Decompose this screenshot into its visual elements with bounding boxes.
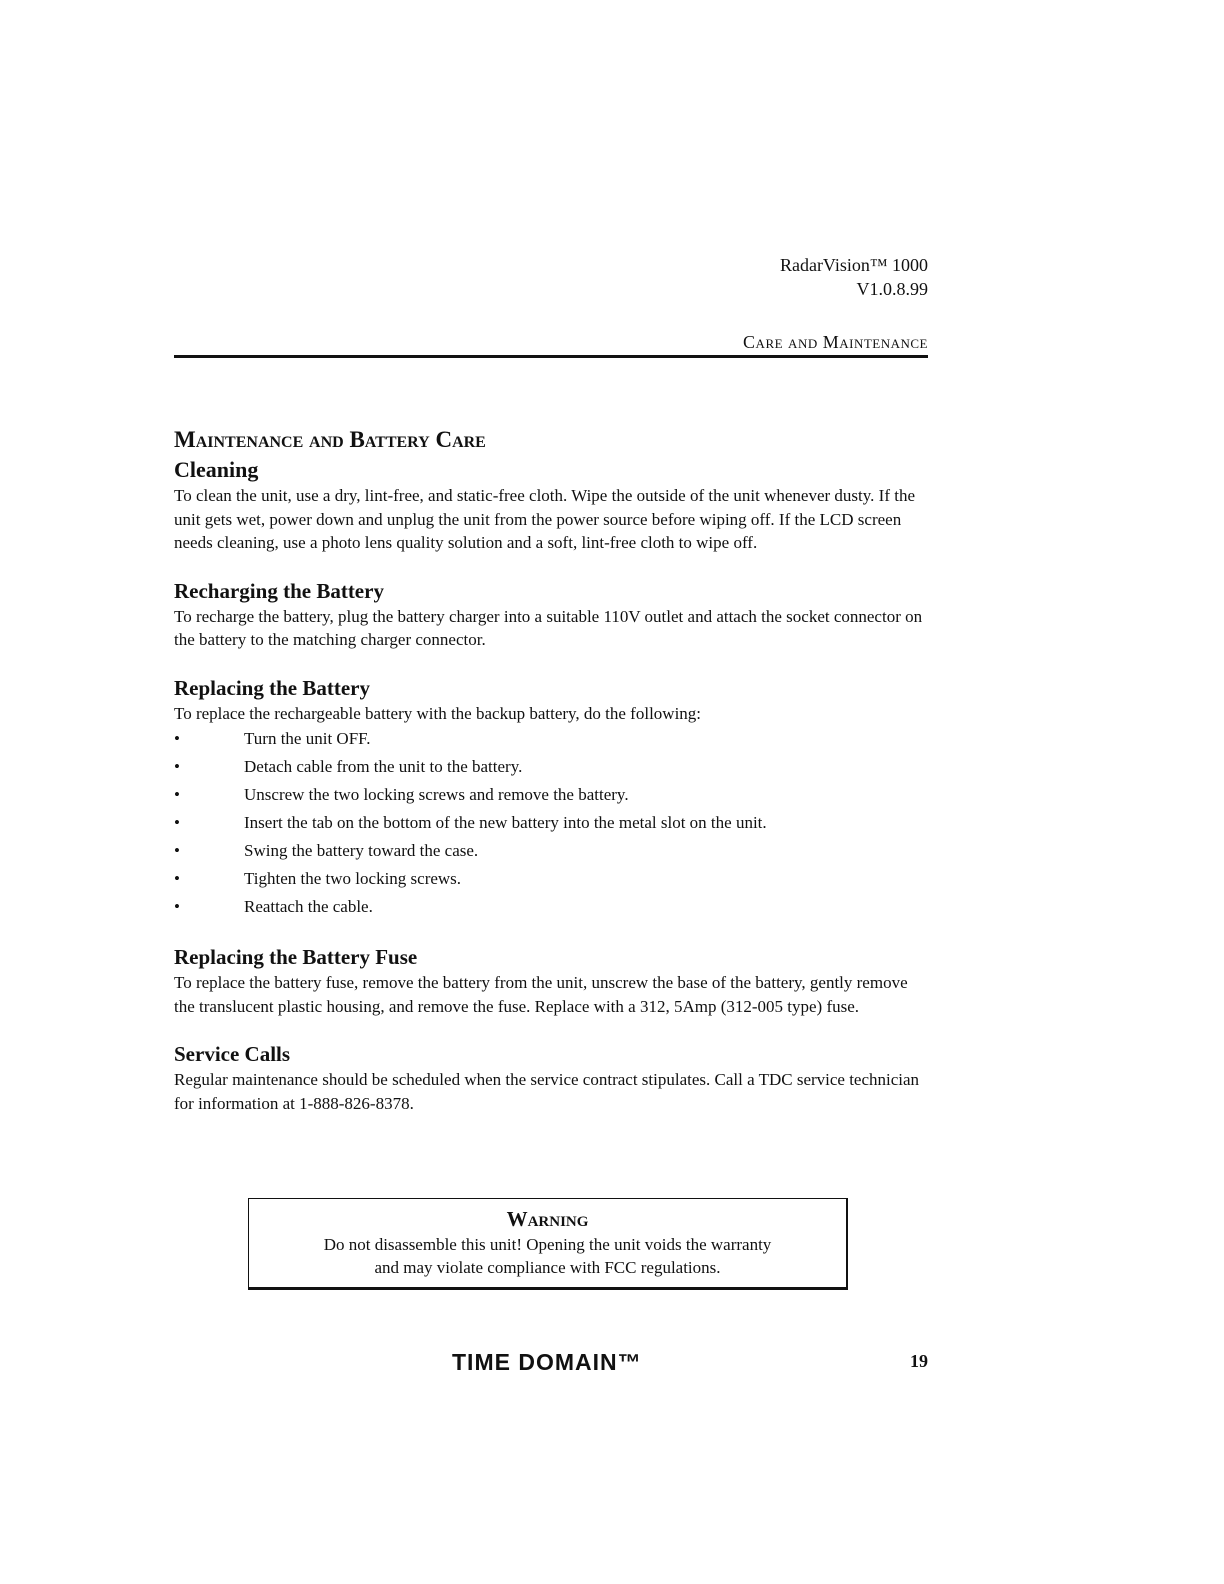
version-number: V1.0.8.99 (856, 279, 928, 299)
bullet-icon: • (174, 813, 180, 832)
replacement-steps-list (174, 725, 928, 921)
company-logo: TIME DOMAIN™ (452, 1349, 642, 1375)
chapter-title: Maintenance and Battery Care (174, 427, 486, 452)
step-text: Unscrew the two locking screws and remove the battery. (244, 785, 629, 804)
header-section-title: Care and Maintenance (743, 332, 928, 352)
page-content (174, 424, 928, 1115)
warning-title: Warning (506, 1207, 589, 1231)
section-intro-replacing: To replace the rechargeable battery with the backup battery, do the following: (174, 703, 702, 723)
warning-text-line-2: and may violate compliance with FCC regulations. (374, 1258, 721, 1277)
step-text: Swing the battery toward the case. (244, 841, 479, 860)
section-title-service: Service Calls (174, 1042, 291, 1066)
list-item (174, 837, 928, 865)
step-text: Turn the unit OFF. (244, 729, 371, 748)
step-text: Tighten the two locking screws. (244, 869, 462, 888)
list-item (174, 893, 928, 921)
section-title-replacing: Replacing the Battery (174, 675, 370, 700)
list-item (174, 725, 928, 753)
bullet-icon: • (174, 757, 180, 776)
section-title-cleaning: Cleaning (174, 457, 259, 482)
bullet-icon: • (174, 729, 180, 748)
section-text-cleaning: To clean the unit, use a dry, lint-free, and static-free cloth. Wipe the outside of the unit whenever dusty. If the unit gets wet, power down and unplug the unit from the power source before wiping off. If the LCD screen needs cleaning, use a photo lens quality solution and a soft, lint-free cloth to wipe off. (174, 486, 915, 552)
list-item (174, 809, 928, 837)
section-text-recharging: To recharge the battery, plug the battery charger into a suitable 110V outlet and attach the socket connector on the battery to the matching charger connector. (174, 606, 923, 649)
list-item (174, 865, 928, 893)
bullet-icon: • (174, 897, 180, 916)
step-text: Detach cable from the unit to the battery. (244, 757, 523, 776)
header-divider (174, 355, 928, 358)
section-title-recharging: Recharging the Battery (174, 578, 384, 603)
warning-text-line-1: Do not disassemble this unit! Opening the unit voids the warranty (323, 1235, 772, 1254)
list-item (174, 753, 928, 781)
section-text-fuse: To replace the battery fuse, remove the battery from the unit, unscrew the base of the battery, gently remove the translucent plastic housing, and remove the fuse. Replace with a 312, 5Amp (312-005 type) fuse. (174, 973, 908, 1016)
bullet-icon: • (174, 869, 180, 888)
list-item (174, 781, 928, 809)
bullet-icon: • (174, 785, 180, 804)
step-text: Reattach the cable. (244, 897, 373, 916)
step-text: Insert the tab on the bottom of the new battery into the metal slot on the unit. (244, 813, 767, 832)
section-text-service: Regular maintenance should be scheduled when the service contract stipulates. Call a TDC service technician for information at 1-888-826-8378. (174, 1070, 920, 1113)
section-title-fuse: Replacing the Battery Fuse (174, 945, 418, 969)
page-number: 19 (910, 1351, 928, 1371)
product-name: RadarVision™ 1000 (779, 255, 928, 275)
header-product-info (780, 253, 928, 301)
bullet-icon: • (174, 841, 180, 860)
warning-box (248, 1198, 848, 1290)
